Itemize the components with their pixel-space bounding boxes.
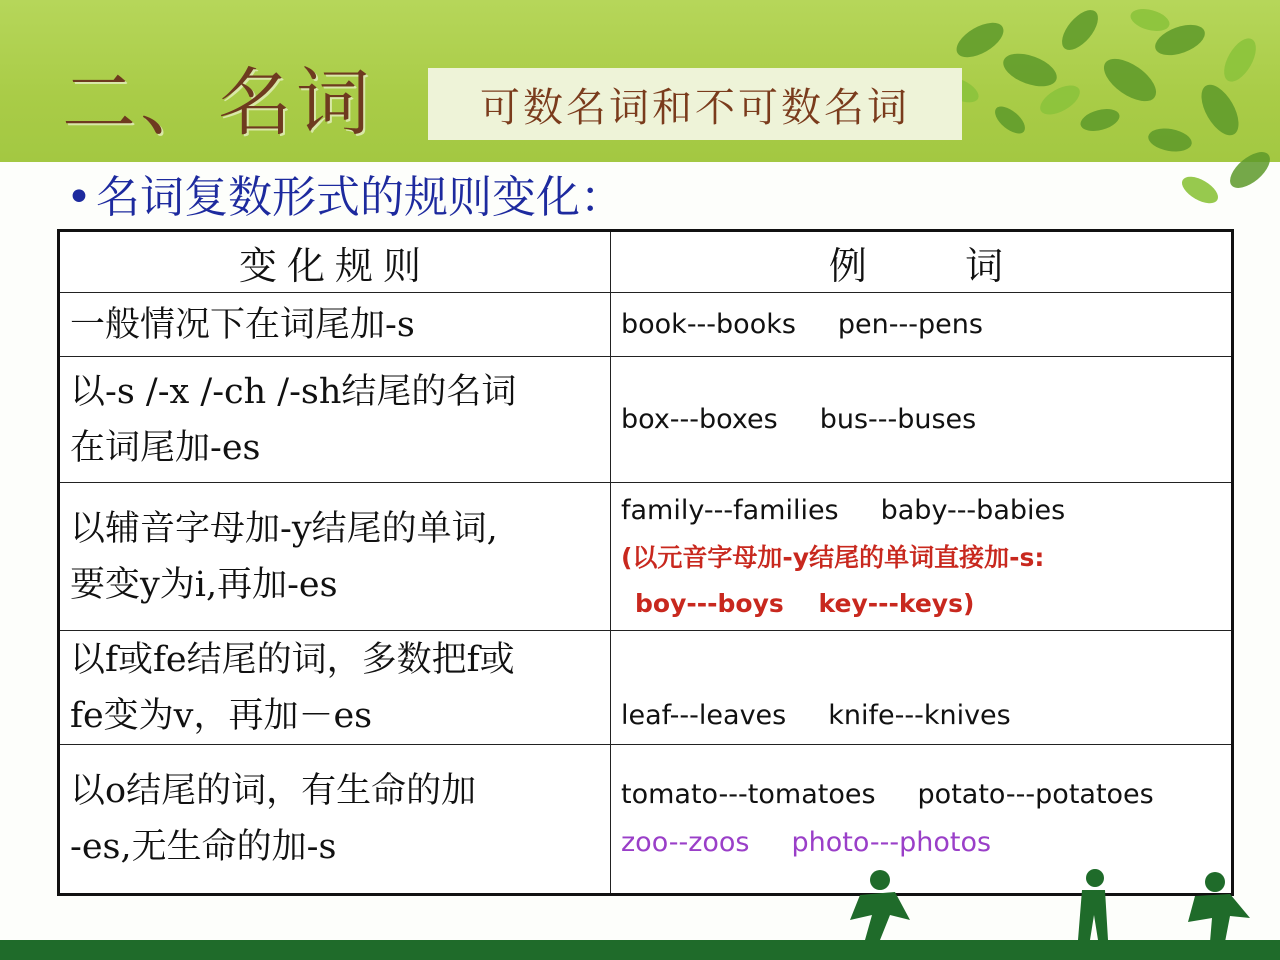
table-header-row [59,231,1233,293]
example-item: box---boxes [621,403,778,435]
example-cell [611,357,1233,483]
exception-note: (以元音字母加-y结尾的单词直接加-s: [621,542,1045,572]
example-item: knife---knives [828,700,1011,731]
example-item: bus---buses [819,403,977,435]
example-item: family---families [621,494,839,526]
exception-note: boy---boys key---keys) [635,588,975,618]
rule-line: 以-s /-x /-ch /-sh结尾的名词 [70,371,517,412]
rule-cell [59,631,611,745]
example-item: potato---potatoes [917,779,1154,810]
rule-line: 要变y为i,再加-es [70,564,338,605]
rule-line: 以f或fe结尾的词，多数把f或 [70,639,515,680]
bullet-heading [66,168,624,228]
subtitle-text: 可数名词和不可数名词 [480,84,910,131]
example-line [621,396,1221,444]
plural-rules-table [57,229,1234,896]
example-line [621,692,1221,740]
rule-line: 在词尾加-es [70,427,261,468]
table-row [59,357,1233,483]
rule-line: fe变为v，再加－es [70,695,373,736]
table-row [59,631,1233,745]
subtitle-box [428,68,962,140]
example-line [621,301,1221,349]
tree-leaves-decoration [920,0,1280,210]
example-cell [611,293,1233,357]
table-row [59,293,1233,357]
example-item: photo---photos [791,827,992,858]
rule-cell [59,745,611,895]
example-item: tomato---tomatoes [621,779,876,810]
footer-band [0,940,1280,960]
rule-line: 以o结尾的词，有生命的加 [70,771,477,811]
rule-line: 以辅音字母加-y结尾的单词, [70,508,498,549]
bullet-text: 名词复数形式的规则变化： [95,172,624,223]
example-cell [611,483,1233,631]
rule-cell [59,483,611,631]
header-examples: 例 词 [611,231,1233,293]
example-line [621,771,1221,819]
rule-line: -es,无生命的加-s [70,827,337,867]
rule-cell [59,293,611,357]
example-item: leaf---leaves [621,700,787,731]
rule-cell [59,357,611,483]
header-rule: 变化规则 [59,231,611,293]
table-row [59,483,1233,631]
example-item: zoo--zoos [621,827,750,858]
example-item: baby---babies [880,494,1066,526]
example-cell [611,631,1233,745]
bullet-dot-icon: • [66,172,92,223]
running-kids-decoration [820,860,1280,950]
example-item: pen---pens [837,308,983,340]
slide-title: 二、名词 [62,60,374,146]
example-item: book---books [621,308,796,340]
rule-line: 一般情况下在词尾加-s [70,304,415,345]
example-line [621,487,1221,535]
